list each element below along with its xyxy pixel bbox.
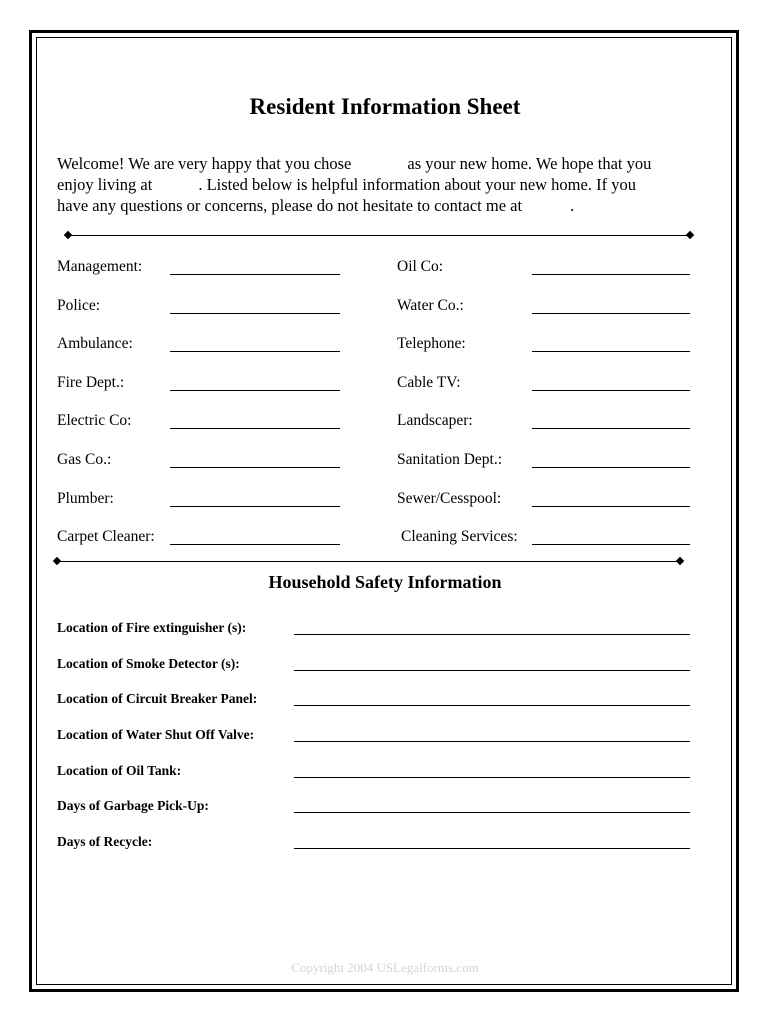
contact-field-ambulance[interactable] bbox=[170, 351, 340, 352]
safety-section-title: Household Safety Information bbox=[268, 572, 502, 592]
welcome-text-1b: as your new home. We hope that you bbox=[407, 154, 652, 173]
contact-field-oil-co[interactable] bbox=[532, 274, 690, 275]
contact-field-carpet-cleaner[interactable] bbox=[170, 544, 340, 545]
contact-field-cleaning-services[interactable] bbox=[532, 544, 690, 545]
welcome-text-2a: enjoy living at bbox=[57, 175, 153, 194]
contact-field-electric-co[interactable] bbox=[170, 428, 340, 429]
safety-field-garbage-pickup[interactable] bbox=[294, 812, 690, 813]
safety-label-fire-extinguisher: Location of Fire extinguisher (s): bbox=[57, 620, 247, 635]
welcome-line-2 bbox=[57, 174, 717, 195]
welcome-text-3b: . bbox=[570, 196, 575, 215]
contact-label-water-co: Water Co.: bbox=[397, 297, 464, 314]
contact-field-telephone[interactable] bbox=[532, 351, 690, 352]
contact-label-landscaper: Landscaper: bbox=[397, 412, 473, 429]
safety-field-circuit-breaker[interactable] bbox=[294, 705, 690, 706]
contact-label-oil-co: Oil Co: bbox=[397, 258, 444, 275]
top-divider-line bbox=[68, 235, 690, 236]
contact-label-cleaning-services: Cleaning Services: bbox=[401, 528, 518, 545]
contact-field-cable-tv[interactable] bbox=[532, 390, 690, 391]
contact-field-police[interactable] bbox=[170, 313, 340, 314]
contact-label-carpet-cleaner: Carpet Cleaner: bbox=[57, 528, 155, 545]
contact-field-landscaper[interactable] bbox=[532, 428, 690, 429]
safety-label-water-shutoff: Location of Water Shut Off Valve: bbox=[57, 727, 255, 742]
safety-label-oil-tank: Location of Oil Tank: bbox=[57, 763, 182, 778]
contact-field-sanitation-dept[interactable] bbox=[532, 467, 690, 468]
safety-field-recycle[interactable] bbox=[294, 848, 690, 849]
welcome-text-1a: Welcome! We are very happy that you chose bbox=[57, 154, 352, 173]
contact-label-ambulance: Ambulance: bbox=[57, 335, 133, 352]
contact-label-management: Management: bbox=[57, 258, 143, 275]
welcome-text-3a: have any questions or concerns, please do not hesitate to contact me at bbox=[57, 196, 523, 215]
contact-label-electric-co: Electric Co: bbox=[57, 412, 132, 429]
contact-label-cable-tv: Cable TV: bbox=[397, 374, 461, 391]
safety-field-oil-tank[interactable] bbox=[294, 777, 690, 778]
safety-label-smoke-detector: Location of Smoke Detector (s): bbox=[57, 656, 240, 671]
contact-field-water-co[interactable] bbox=[532, 313, 690, 314]
copyright-watermark: Copyright 2004 USLegalforms.com bbox=[291, 960, 479, 975]
safety-field-water-shutoff[interactable] bbox=[294, 741, 690, 742]
contact-label-gas-co: Gas Co.: bbox=[57, 451, 112, 468]
contact-field-fire-dept[interactable] bbox=[170, 390, 340, 391]
contact-label-sanitation-dept: Sanitation Dept.: bbox=[397, 451, 503, 468]
safety-label-circuit-breaker: Location of Circuit Breaker Panel: bbox=[57, 691, 258, 706]
welcome-text-2b: . Listed below is helpful information about your new home. If you bbox=[198, 175, 636, 194]
contact-label-telephone: Telephone: bbox=[397, 335, 466, 352]
contact-label-plumber: Plumber: bbox=[57, 490, 114, 507]
welcome-line-1 bbox=[57, 153, 717, 174]
page-title: Resident Information Sheet bbox=[249, 94, 521, 119]
welcome-paragraph bbox=[57, 153, 717, 216]
safety-field-fire-extinguisher[interactable] bbox=[294, 634, 690, 635]
welcome-line-3 bbox=[57, 195, 717, 216]
contact-field-gas-co[interactable] bbox=[170, 467, 340, 468]
safety-field-smoke-detector[interactable] bbox=[294, 670, 690, 671]
contact-label-police: Police: bbox=[57, 297, 101, 314]
safety-label-recycle: Days of Recycle: bbox=[57, 834, 153, 849]
contact-label-sewer-cesspool: Sewer/Cesspool: bbox=[397, 490, 502, 507]
safety-label-garbage-pickup: Days of Garbage Pick-Up: bbox=[57, 798, 209, 813]
contact-field-sewer-cesspool[interactable] bbox=[532, 506, 690, 507]
contact-field-plumber[interactable] bbox=[170, 506, 340, 507]
contact-label-fire-dept: Fire Dept.: bbox=[57, 374, 125, 391]
middle-divider-line bbox=[57, 561, 680, 562]
contact-field-management[interactable] bbox=[170, 274, 340, 275]
